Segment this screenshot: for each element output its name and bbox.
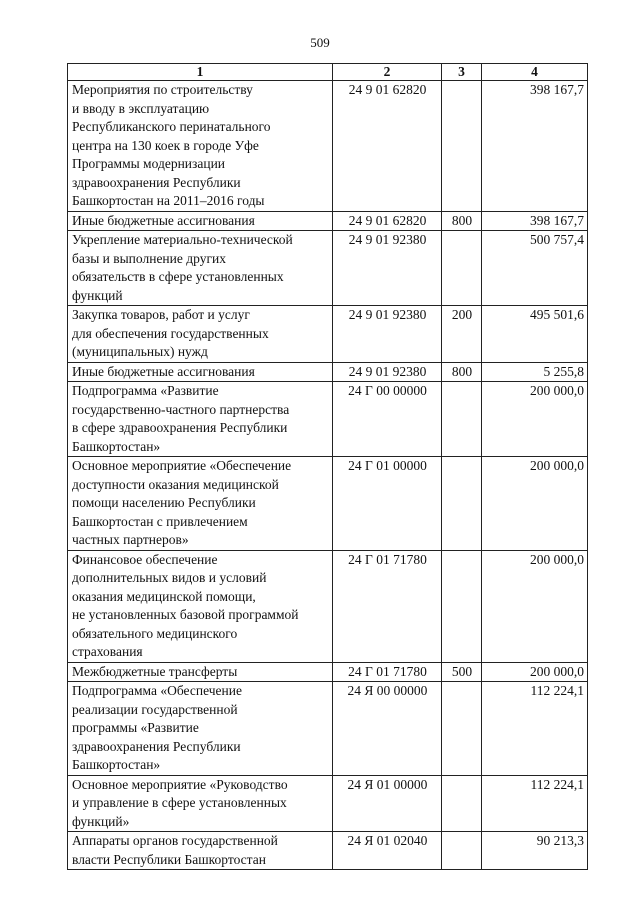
expense-type-cell: 800 xyxy=(442,362,482,382)
expense-type-cell xyxy=(442,682,482,776)
item-name-line: Республиканского перинатального xyxy=(72,119,271,134)
budget-code-cell: 24 Я 01 02040 xyxy=(333,832,442,870)
expense-type-cell: 800 xyxy=(442,211,482,231)
item-name-line: власти Республики Башкортостан xyxy=(72,851,266,867)
item-name-line: не установленных базовой программой xyxy=(72,607,299,622)
item-name-line: Иные бюджетные ассигнования xyxy=(72,363,255,379)
expense-type-cell xyxy=(442,231,482,306)
column-header: 2 xyxy=(333,64,442,81)
item-name-line: помощи населению Республики xyxy=(72,495,256,510)
budget-code-cell: 24 Г 01 00000 xyxy=(333,457,442,551)
budget-code-cell: 24 Г 00 00000 xyxy=(333,382,442,457)
item-name-line: Подпрограмма «Обеспечение xyxy=(72,683,242,698)
budget-code-cell: 24 Я 00 00000 xyxy=(333,682,442,776)
item-name-line: здравоохранения Республики xyxy=(72,738,241,754)
item-name-line: Подпрограмма «Развитие xyxy=(72,383,219,398)
column-header: 1 xyxy=(68,64,333,81)
item-name-line: реализации государственной xyxy=(72,701,238,717)
budget-code-cell: 24 Я 01 00000 xyxy=(333,775,442,832)
expense-type-cell xyxy=(442,457,482,551)
table-row xyxy=(68,457,588,551)
item-name-cell xyxy=(68,382,333,457)
page-number: 509 xyxy=(310,35,330,50)
item-name-line: здравоохранения Республики xyxy=(72,174,241,190)
expense-type-cell xyxy=(442,550,482,662)
amount-cell: 90 213,3 xyxy=(482,832,588,870)
expense-type-cell xyxy=(442,832,482,870)
item-name-line: программы «Развитие xyxy=(72,720,199,735)
item-name-cell xyxy=(68,231,333,306)
table-row xyxy=(68,832,588,870)
table-row xyxy=(68,211,588,231)
item-name-cell xyxy=(68,457,333,551)
item-name-line: Иные бюджетные ассигнования xyxy=(72,212,255,228)
item-name-cell xyxy=(68,662,333,682)
amount-cell: 500 757,4 xyxy=(482,231,588,306)
item-name-line: Башкортостан» xyxy=(72,757,161,772)
item-name-cell xyxy=(68,550,333,662)
budget-code-cell: 24 9 01 92380 xyxy=(333,231,442,306)
item-name-cell xyxy=(68,775,333,832)
table-row xyxy=(68,231,588,306)
table-row xyxy=(68,306,588,363)
item-name-cell xyxy=(68,832,333,870)
budget-code-cell: 24 9 01 92380 xyxy=(333,362,442,382)
item-name-line: доступности оказания медицинской xyxy=(72,476,279,492)
table-row xyxy=(68,550,588,662)
item-name-cell xyxy=(68,306,333,363)
item-name-line: центра на 130 коек в городе Уфе xyxy=(72,137,259,153)
item-name-line: оказания медицинской помощи, xyxy=(72,588,256,604)
item-name-line: обязательств в сфере установленных xyxy=(72,269,284,284)
item-name-line: в сфере здравоохранения Республики xyxy=(72,420,288,435)
item-name-line: для обеспечения государственных xyxy=(72,325,269,341)
budget-code-cell: 24 9 01 62820 xyxy=(333,81,442,212)
item-name-cell xyxy=(68,682,333,776)
amount-cell: 495 501,6 xyxy=(482,306,588,363)
amount-cell: 200 000,0 xyxy=(482,457,588,551)
item-name-line: Укрепление материально-технической xyxy=(72,232,293,247)
amount-cell: 398 167,7 xyxy=(482,211,588,231)
item-name-cell xyxy=(68,211,333,231)
item-name-line: Башкортостан с привлечением xyxy=(72,513,248,529)
item-name-line: Аппараты органов государственной xyxy=(72,833,278,848)
expense-type-cell: 500 xyxy=(442,662,482,682)
item-name-line: (муниципальных) нужд xyxy=(72,344,208,359)
amount-cell: 200 000,0 xyxy=(482,662,588,682)
amount-cell: 5 255,8 xyxy=(482,362,588,382)
table-row xyxy=(68,362,588,382)
budget-table xyxy=(67,63,588,870)
item-name-cell xyxy=(68,81,333,212)
table-row xyxy=(68,775,588,832)
item-name-line: функций» xyxy=(72,813,130,829)
budget-code-cell: 24 9 01 62820 xyxy=(333,211,442,231)
budget-code-cell: 24 Г 01 71780 xyxy=(333,662,442,682)
item-name-line: Основное мероприятие «Обеспечение xyxy=(72,458,292,473)
item-name-line: Закупка товаров, работ и услуг xyxy=(72,307,250,322)
amount-cell: 398 167,7 xyxy=(482,81,588,212)
item-name-line: Программы модернизации xyxy=(72,156,226,171)
expense-type-cell xyxy=(442,382,482,457)
expense-type-cell xyxy=(442,775,482,832)
item-name-line: Основное мероприятие «Руководство xyxy=(72,776,288,792)
table-body xyxy=(68,81,588,870)
table-row xyxy=(68,662,588,682)
column-header: 3 xyxy=(442,64,482,81)
table-row xyxy=(68,382,588,457)
item-name-line: базы и выполнение других xyxy=(72,250,226,266)
item-name-line: частных партнеров» xyxy=(72,532,189,547)
item-name-line: Башкортостан на 2011–2016 годы xyxy=(72,193,265,208)
item-name-line: Башкортостан» xyxy=(72,438,161,454)
item-name-line: страхования xyxy=(72,644,143,659)
table-row xyxy=(68,81,588,212)
item-name-cell xyxy=(68,362,333,382)
amount-cell: 112 224,1 xyxy=(482,775,588,832)
amount-cell: 112 224,1 xyxy=(482,682,588,776)
item-name-line: Мероприятия по строительству xyxy=(72,82,253,97)
amount-cell: 200 000,0 xyxy=(482,550,588,662)
table-header-row xyxy=(68,64,588,81)
expense-type-cell: 200 xyxy=(442,306,482,363)
budget-code-cell: 24 9 01 92380 xyxy=(333,306,442,363)
item-name-line: государственно-частного партнерства xyxy=(72,401,290,417)
item-name-line: Финансовое обеспечение xyxy=(72,551,218,567)
budget-code-cell: 24 Г 01 71780 xyxy=(333,550,442,662)
item-name-line: обязательного медицинского xyxy=(72,625,238,641)
item-name-line: Межбюджетные трансферты xyxy=(72,663,238,679)
item-name-line: и управление в сфере установленных xyxy=(72,795,287,810)
item-name-line: функций xyxy=(72,287,123,303)
expense-type-cell xyxy=(442,81,482,212)
table-row xyxy=(68,682,588,776)
item-name-line: и вводу в эксплуатацию xyxy=(72,100,210,116)
column-header: 4 xyxy=(482,64,588,81)
item-name-line: дополнительных видов и условий xyxy=(72,570,267,585)
amount-cell: 200 000,0 xyxy=(482,382,588,457)
